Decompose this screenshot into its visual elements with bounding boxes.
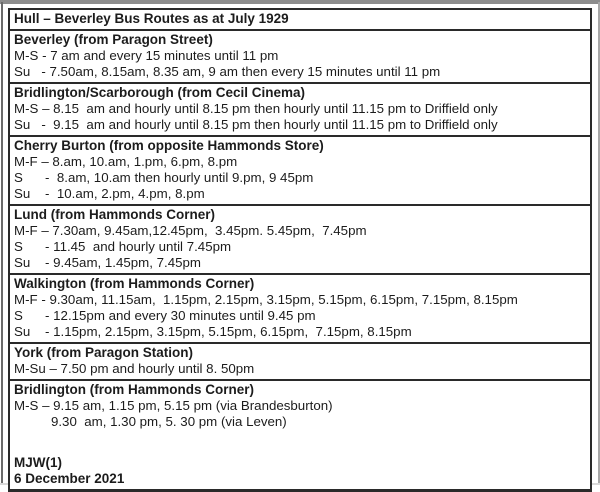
route-section bbox=[10, 381, 590, 439]
schedule-line: M-F – 7.30am, 9.45am,12.45pm, 3.45pm. 5.45pm, 7.45pm bbox=[14, 223, 367, 238]
route-section-heading: Beverley (from Paragon Street) bbox=[14, 32, 213, 47]
schedule-line: Su - 9.15 am and hourly until 8.15 pm then hourly until 11.15 pm to Driffield only bbox=[14, 117, 498, 132]
schedule-line: Su - 1.15pm, 2.15pm, 3.15pm, 5.15pm, 6.15pm, 7.15pm, 8.15pm bbox=[14, 324, 412, 339]
route-section bbox=[10, 137, 590, 206]
route-section bbox=[10, 344, 590, 381]
schedule-line: Su - 7.50am, 8.15am, 8.35 am, 9 am then every 15 minutes until 11 pm bbox=[14, 64, 441, 79]
schedule-line: 9.30 am, 1.30 pm, 5. 30 pm (via Leven) bbox=[14, 414, 287, 429]
schedule-line: M-F – 8.am, 10.am, 1.pm, 6.pm, 8.pm bbox=[14, 154, 238, 169]
photo-left-edge bbox=[1, 2, 3, 485]
route-section bbox=[10, 206, 590, 275]
schedule-line: S - 11.45 and hourly until 7.45pm bbox=[14, 239, 232, 254]
footer-lines-container bbox=[14, 455, 586, 487]
route-section-heading: York (from Paragon Station) bbox=[14, 345, 194, 360]
route-section-heading: Bridlington (from Hammonds Corner) bbox=[14, 382, 254, 397]
route-section-heading: Cherry Burton (from opposite Hammonds Store) bbox=[14, 138, 324, 153]
route-section-heading: Walkington (from Hammonds Corner) bbox=[14, 276, 255, 291]
route-section bbox=[10, 31, 590, 84]
schedule-line: M-S – 9.15 am, 1.15 pm, 5.15 pm (via Brandesburton) bbox=[14, 398, 333, 413]
schedule-line: Su - 10.am, 2.pm, 4.pm, 8.pm bbox=[14, 186, 205, 201]
footer-blank-line bbox=[14, 440, 586, 455]
sections-container bbox=[10, 31, 590, 439]
route-section bbox=[10, 275, 590, 344]
route-section bbox=[10, 84, 590, 137]
schedule-line: M-S – 8.15 am and hourly until 8.15 pm then hourly until 11.15 pm to Driffield only bbox=[14, 101, 498, 116]
table-title: Hull – Beverley Bus Routes as at July 1929 bbox=[10, 10, 590, 31]
schedule-line: S - 12.15pm and every 30 minutes until 9.45 pm bbox=[14, 308, 316, 323]
route-section-heading: Bridlington/Scarborough (from Cecil Cinema) bbox=[14, 85, 306, 100]
route-section-heading: Lund (from Hammonds Corner) bbox=[14, 207, 215, 222]
bus-routes-table bbox=[8, 8, 592, 492]
schedule-line: M-S - 7 am and every 15 minutes until 11 pm bbox=[14, 48, 279, 63]
schedule-line: Su - 9.45am, 1.45pm, 7.45pm bbox=[14, 255, 201, 270]
photo-top-edge bbox=[0, 0, 600, 4]
schedule-line: S - 8.am, 10.am then hourly until 9.pm, 9 45pm bbox=[14, 170, 314, 185]
footer-row bbox=[10, 439, 590, 489]
schedule-line: M-Su – 7.50 pm and hourly until 8. 50pm bbox=[14, 361, 255, 376]
footer-line: MJW(1) bbox=[14, 455, 62, 470]
schedule-line: M-F - 9.30am, 11.15am, 1.15pm, 2.15pm, 3.15pm, 5.15pm, 6.15pm, 7.15pm, 8.15pm bbox=[14, 292, 518, 307]
footer-line: 6 December 2021 bbox=[14, 471, 125, 486]
